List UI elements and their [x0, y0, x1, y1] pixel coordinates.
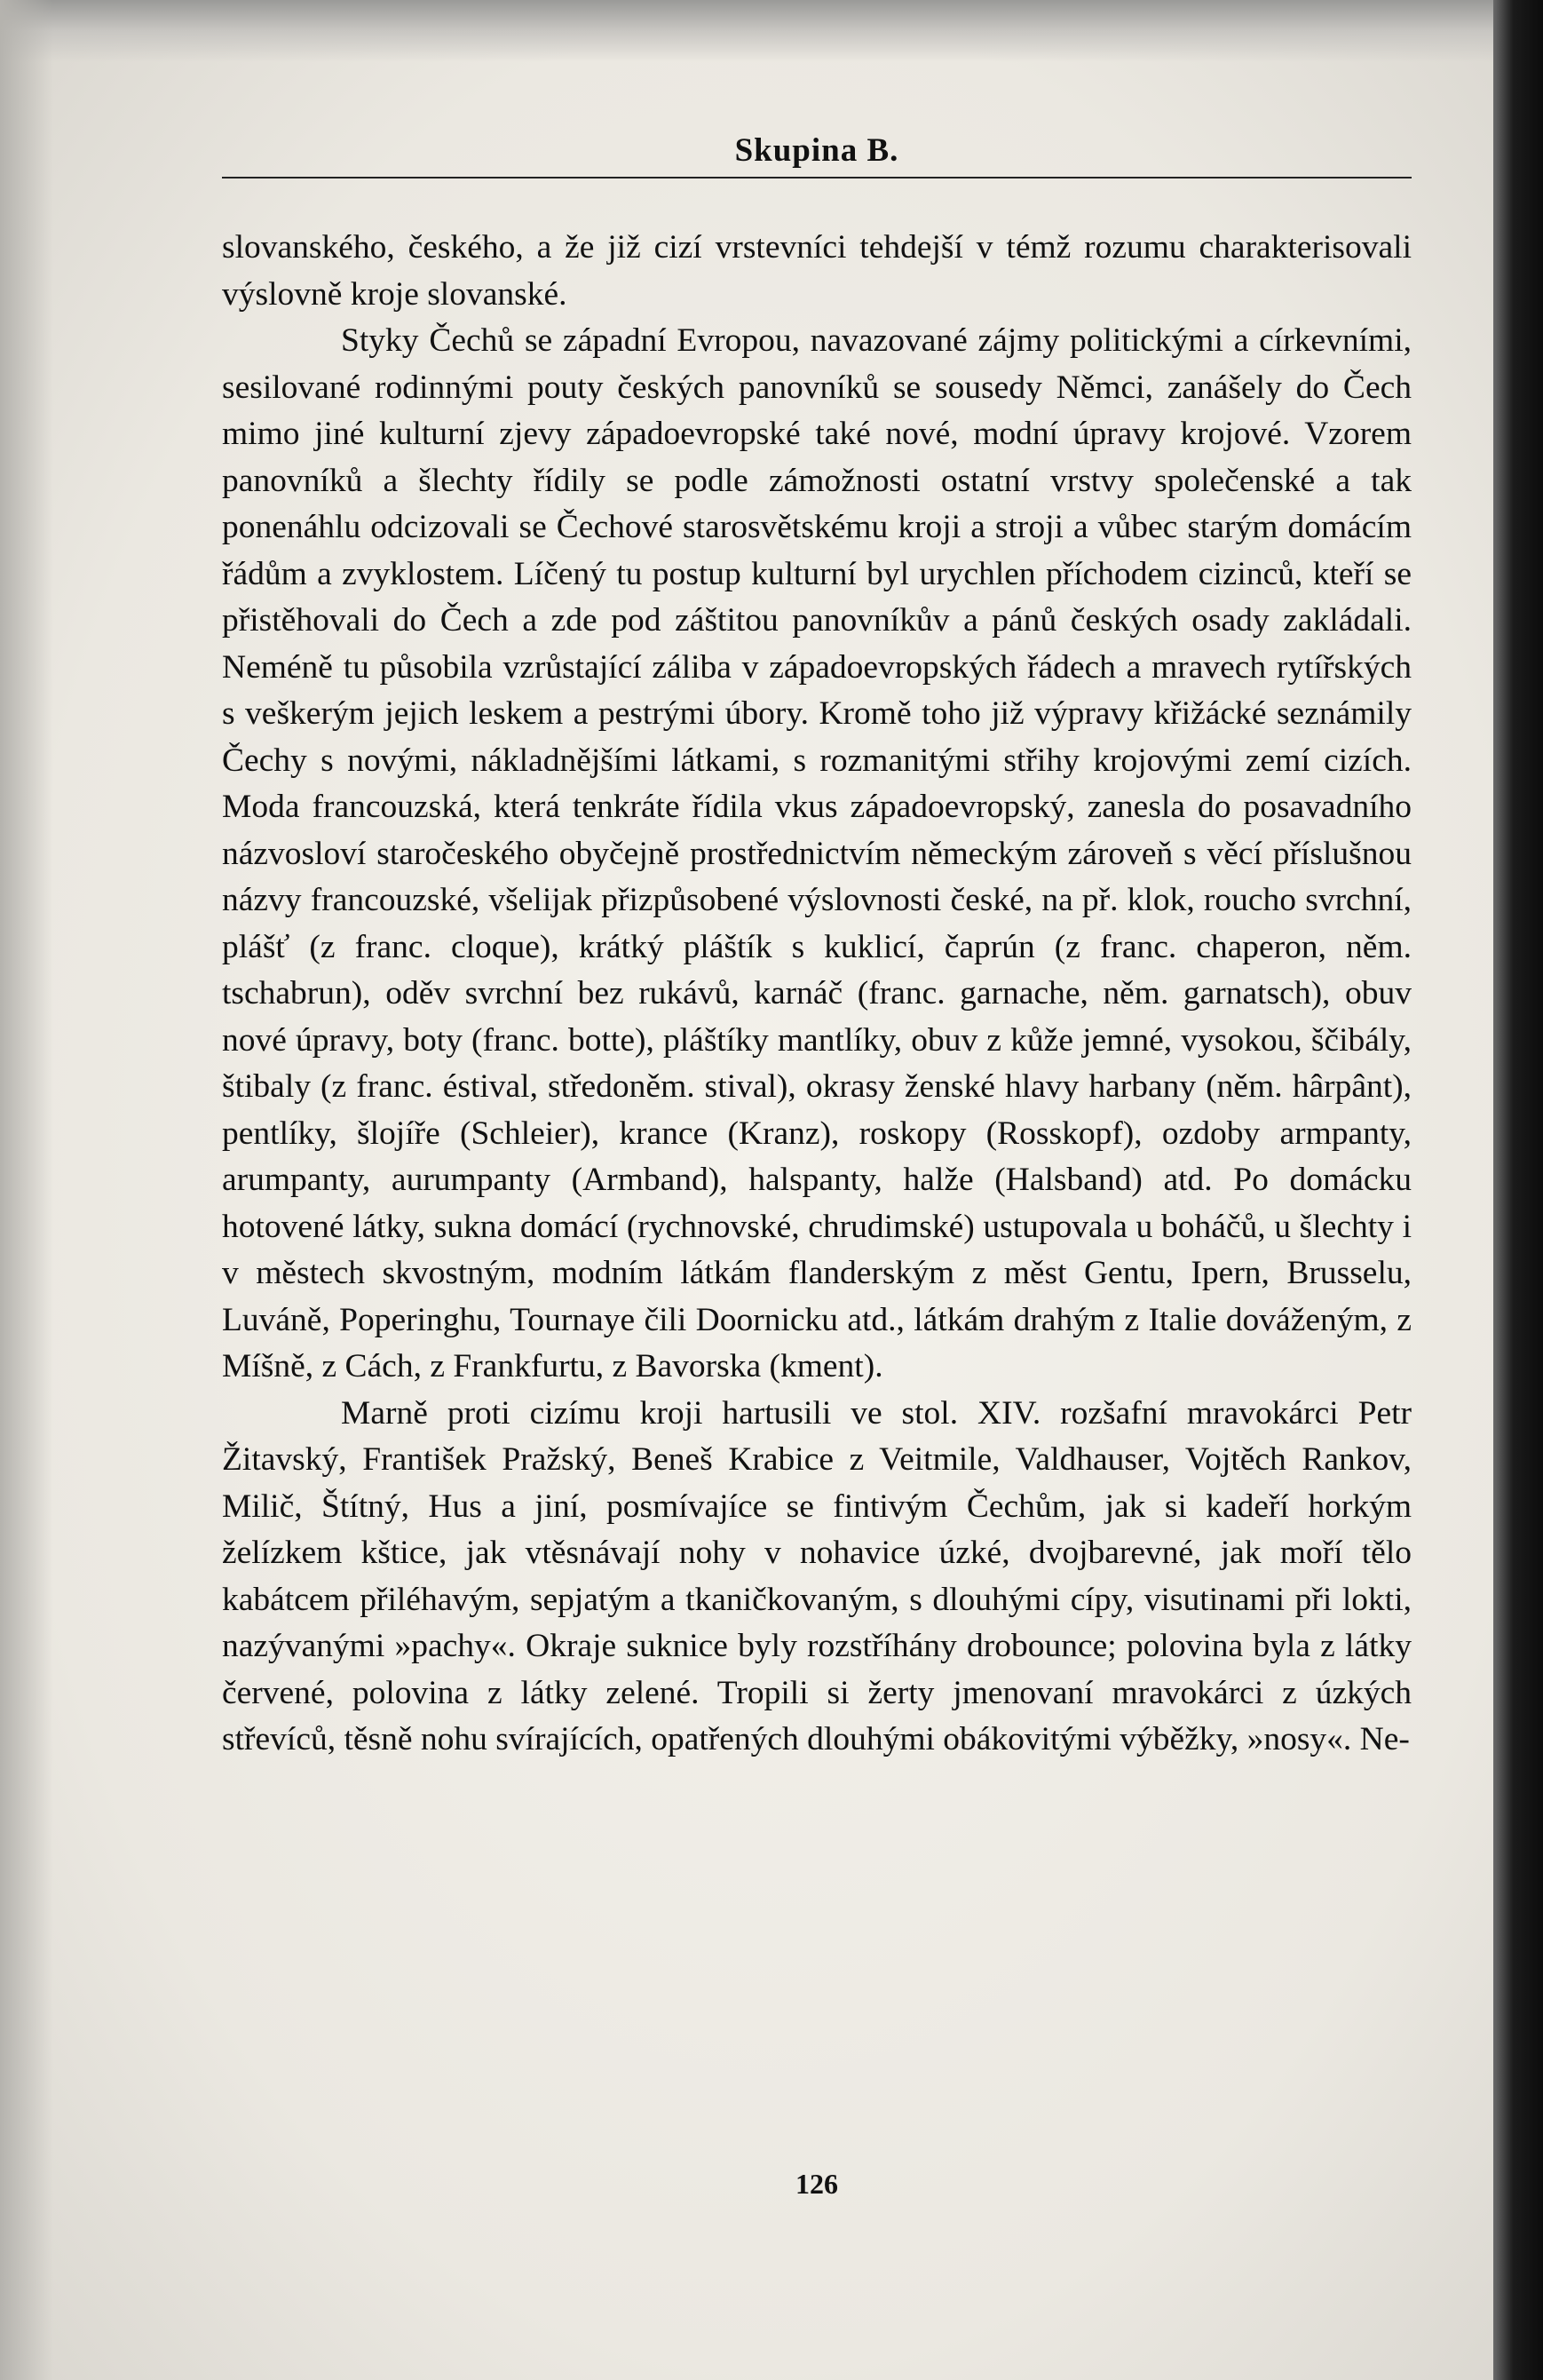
scan-top-shadow [0, 0, 1543, 62]
paragraph-continuation: slovanského, českého, a že již cizí vrstevníci tehdejší v témž rozumu charakterisovali výslovně kroje slovanské. [222, 229, 1412, 313]
body-text [222, 225, 1412, 1764]
paragraph: Marně proti cizímu kroji hartusili ve stol. XIV. rozšafní mravokárci Petr Žitavský, František Pražský, Beneš Krabice z Veitmile, Valdhauser, Vojtěch Rankov, Milič, Štítný, Hus a jiní, posmívajíce se fintivým Čechům, jak si kadeří horkým želízkem kštice, jak vtěsnávají nohy v nohavice úzké, dvojbarevné, jak moří tělo kabátcem přiléhavým, sepjatým a tkaničkovaným, s dlouhými cípy, visutinami při lokti, nazývanými »pachy«. Okraje suknice byly rozstříhány drobounce; polovina byla z látky červené, polovina z látky zelené. Tropili si žerty jmenovaní mravokárci z úzkých střevíců, těsně nohu svírajících, opatřených dlouhými obákovitými výběžky, »nosy«. Ne- [222, 1394, 1412, 1757]
header-rule [222, 177, 1412, 178]
paragraph: Styky Čechů se západní Evropou, navazované zájmy politickými a církevními, sesilované rodinnými pouty českých panovníků se sousedy Němci, zanášely do Čech mimo jiné kulturní zjevy západoevropské také nové, modní úpravy krojové. Vzorem panovníků a šlechty řídily se podle zámožnosti ostatní vrstvy společenské a tak ponenáhlu odcizovali se Čechové starosvětskému kroji a stroji a vůbec starým domácím řádům a zvyklostem. Líčený tu postup kulturní byl urychlen příchodem cizinců, kteří se přistěhovali do Čech a zde pod záštitou panovníkův a pánů českých osady zakládali. Neméně tu působila vzrůstající záliba v západoevropských řádech a mravech rytířských s veškerým jejich leskem a pestrými úbory. Kromě toho již výpravy křižácké seznámily Čechy s novými, nákladnějšími látkami, s rozmanitými střihy krojovými zemí cizích. Moda francouzská, která tenkráte řídila vkus západoevropský, zanesla do posavadního názvosloví staročeského obyčejně prostřednictvím německým zároveň s věcí příslušnou názvy francouzské, všelijak přizpůsobené výslovnosti české, na př. klok, roucho svrchní, plášť (z franc. cloque), krátký pláštík s kuklicí, čaprún (z franc. chaperon, něm. tschabrun), oděv svrchní bez rukávů, karnáč (franc. garnache, něm. garnatsch), obuv nové úpravy, boty (franc. botte), pláštíky mantlíky, obuv z kůže jemné, vysokou, ščibály, štibaly (z franc. éstival, středoněm. stival), okrasy ženské hlavy harbany (něm. hârpânt), pentlíky, šlojíře (Schleier), krance (Kranz), roskopy (Rosskopf), ozdoby armpanty, arumpanty, aurumpanty (Armband), halspanty, halže (Halsband) atd. Po domácku hotovené látky, sukna domácí (rychnovské, chrudimské) ustupovala u boháčů, u šlechty i v městech skvostným, modním látkám flanderským z měst Gentu, Ipern, Brusselu, Luváně, Poperinghu, Tournaye čili Doornicku atd., látkám drahým z Italie dováženým, z Míšně, z Cách, z Frankfurtu, z Bavorska (kment). [222, 322, 1412, 1384]
scan-left-shadow [0, 0, 53, 2380]
scan-right-border [1493, 0, 1543, 2380]
page-content [222, 129, 1412, 1764]
running-head: Skupina B. [734, 132, 899, 169]
page-number: 126 [795, 2168, 838, 2200]
